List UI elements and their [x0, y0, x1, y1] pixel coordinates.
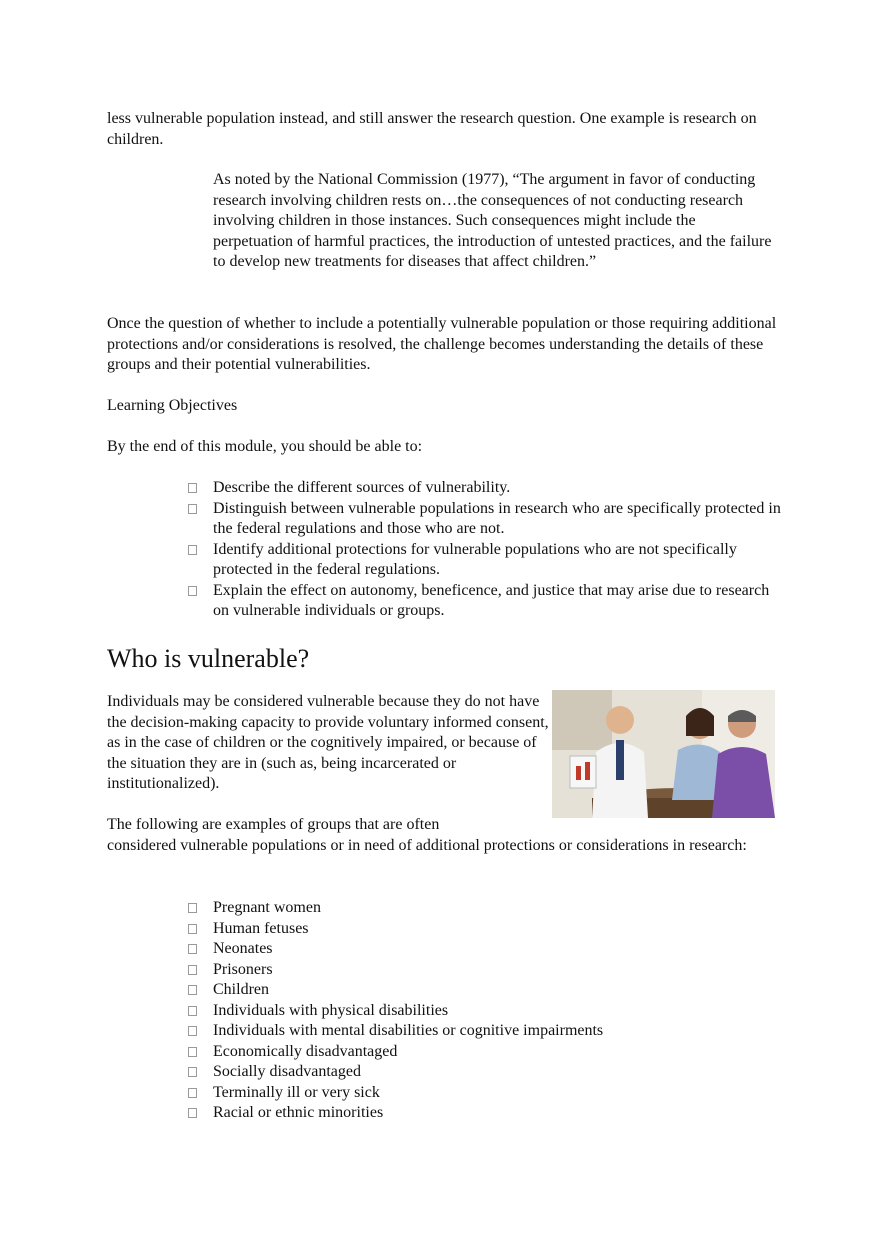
list-item: Terminally ill or very sick [188, 1083, 788, 1104]
bullet-box-icon [188, 1026, 197, 1036]
intro-paragraph: less vulnerable population instead, and still answer the research question. One example is research on children. [107, 110, 757, 148]
list-item: Neonates [188, 939, 788, 960]
list-item: Distinguish between vulnerable populations in research who are specifically protected in the federal regulations and those who are not. [188, 499, 788, 540]
bullet-box-icon [188, 586, 197, 596]
bullet-box-icon [188, 944, 197, 954]
list-item: Individuals with physical disabilities [188, 1001, 788, 1022]
bullet-box-icon [188, 1067, 197, 1077]
list-item: Explain the effect on autonomy, beneficence, and justice that may arise due to research on vulnerable individuals or groups. [188, 581, 788, 622]
examples-intro-line2: considered vulnerable populations or in need of additional protections or considerations in research: [107, 837, 747, 854]
bullet-box-icon [188, 1006, 197, 1016]
bullet-box-icon [188, 504, 197, 514]
list-item: Economically disadvantaged [188, 1042, 788, 1063]
list-item: Describe the different sources of vulnerability. [188, 478, 788, 499]
objectives-intro: By the end of this module, you should be able to: [107, 438, 423, 455]
bullet-box-icon [188, 483, 197, 493]
list-item: Identify additional protections for vulnerable populations who are not specifically protected in the federal regulations. [188, 540, 788, 581]
bullet-box-icon [188, 985, 197, 995]
second-paragraph: Once the question of whether to include a potentially vulnerable population or those requiring additional protections and/or considerations is resolved, the challenge becomes understanding the details of these groups and their potential vulnerabilities. [107, 315, 777, 373]
vulnerable-paragraph: Individuals may be considered vulnerable because they do not have the decision-making capacity to provide voluntary informed consent, as in the case of children or the cognitively impaired, or because of the situation they are in (such as, being incarcerated or institutionalized). [107, 693, 549, 792]
groups-list [188, 898, 788, 1124]
examples-intro-line1: The following are examples of groups that are often [107, 816, 440, 833]
consultation-photo [552, 690, 775, 818]
list-item: Individuals with mental disabilities or cognitive impairments [188, 1021, 788, 1042]
bullet-box-icon [188, 1047, 197, 1057]
list-item: Human fetuses [188, 919, 788, 940]
list-item: Socially disadvantaged [188, 1062, 788, 1083]
bullet-box-icon [188, 545, 197, 555]
section-heading: Who is vulnerable? [107, 644, 310, 673]
bullet-box-icon [188, 1088, 197, 1098]
objectives-list [188, 478, 788, 622]
list-item: Prisoners [188, 960, 788, 981]
list-item: Pregnant women [188, 898, 788, 919]
bullet-box-icon [188, 924, 197, 934]
block-quote: As noted by the National Commission (1977), “The argument in favor of conducting research involving children rests on…the consequences of not conducting research involving children in those instances. Such consequences might include the perpetuation of harmful practices, the introduction of untested practices, and the failure to develop new treatments for diseases that affect children.” [213, 171, 772, 270]
learning-objectives-label: Learning Objectives [107, 397, 238, 414]
list-item: Children [188, 980, 788, 1001]
list-item: Racial or ethnic minorities [188, 1103, 788, 1124]
bullet-box-icon [188, 1108, 197, 1118]
bullet-box-icon [188, 903, 197, 913]
bullet-box-icon [188, 965, 197, 975]
